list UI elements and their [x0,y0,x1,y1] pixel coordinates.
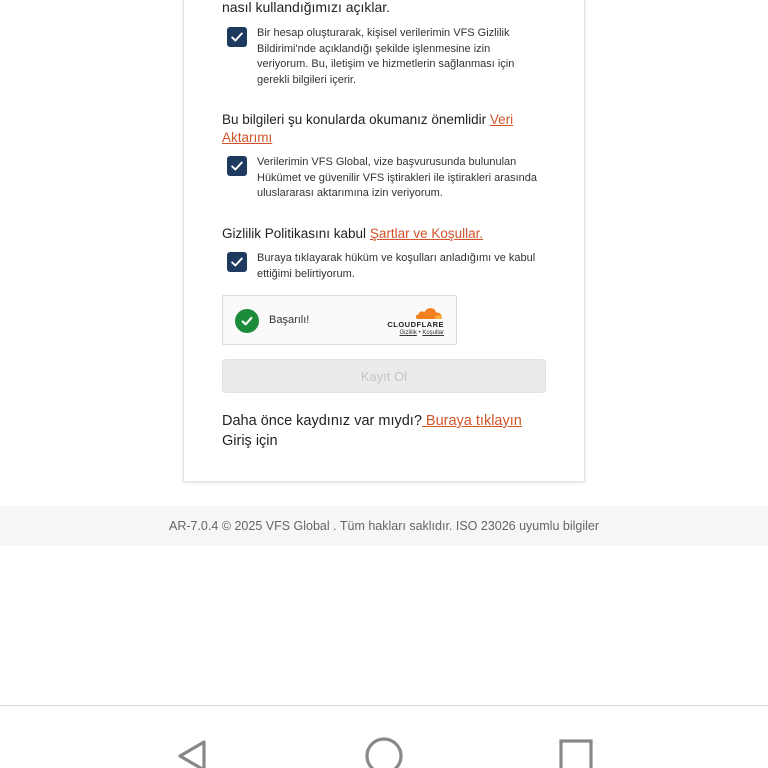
captcha-status: Başarılı! [269,314,310,326]
recents-square-icon[interactable] [556,736,596,768]
captcha-privacy-link[interactable]: Gizlilik [399,330,417,336]
consent-privacy-checkbox[interactable] [227,27,247,47]
consent-privacy-row[interactable] [227,26,537,88]
consent-transfer-row[interactable] [227,155,537,202]
consent-terms-checkbox[interactable] [227,252,247,272]
footer-copyright: AR-7.0.4 © 2025 VFS Global . Tüm hakları saklıdır. ISO 23026 uyumlu bilgiler [168,519,600,533]
privacy-notice-text: nasıl kullandığımızı açıklar. [222,0,391,15]
captcha-terms-link[interactable]: Koşullar [422,330,444,336]
page-footer [0,506,768,546]
checkmark-icon [230,159,244,173]
home-circle-icon[interactable] [364,736,404,768]
terms-link[interactable]: Şartlar ve Koşullar. [369,226,484,241]
consent-transfer-text: Verilerimin VFS Global, vize başvurusunda bulunulan Hükümet ve güvenilir VFS iştirakleri ile iştirakleri arasında uluslararası aktarımına izin veriyorum. [257,156,537,199]
consent-terms-row[interactable] [227,251,537,282]
back-triangle-icon[interactable] [172,736,212,768]
system-navigation-bar [0,705,768,768]
terms-label: Gizlilik Politikasını kabul Şartlar ve Koşullar. [222,226,484,241]
consent-terms-text: Buraya tıklayarak hüküm ve koşulları anladığımı ve kabul ettiğimi belirtiyorum. [257,252,536,280]
cloudflare-captcha[interactable] [222,295,457,345]
cloudflare-wordmark: CLOUDFLARE [387,320,444,329]
data-transfer-link[interactable]: Veri Aktarımı [222,112,514,145]
captcha-links: Gizlilik • Koşullar [399,330,444,336]
register-button[interactable]: Kayıt Ol [222,359,546,393]
login-link[interactable]: Buraya tıklayın [421,413,522,429]
cloudflare-logo [384,304,444,338]
data-transfer-label: Bu bilgileri şu konularda okumanız önemlidir Veri Aktarımı [222,112,514,145]
checkmark-icon [230,255,244,269]
login-prompt: Daha önce kaydınız var mıydı? Buraya tıklayın Giriş için [222,413,522,449]
success-check-icon [235,309,259,333]
cloud-icon [414,304,444,320]
consent-transfer-checkbox[interactable] [227,156,247,176]
checkmark-icon [230,30,244,44]
consent-privacy-text: Bir hesap oluşturarak, kişisel verilerimin VFS Gizlilik Bildirimi'nde açıklandığı şekilde işlenmesine izin veriyorum. Bu, iletişim ve hizmetlerin sağlanması için gerekli bilgileri içerir. [257,27,515,86]
